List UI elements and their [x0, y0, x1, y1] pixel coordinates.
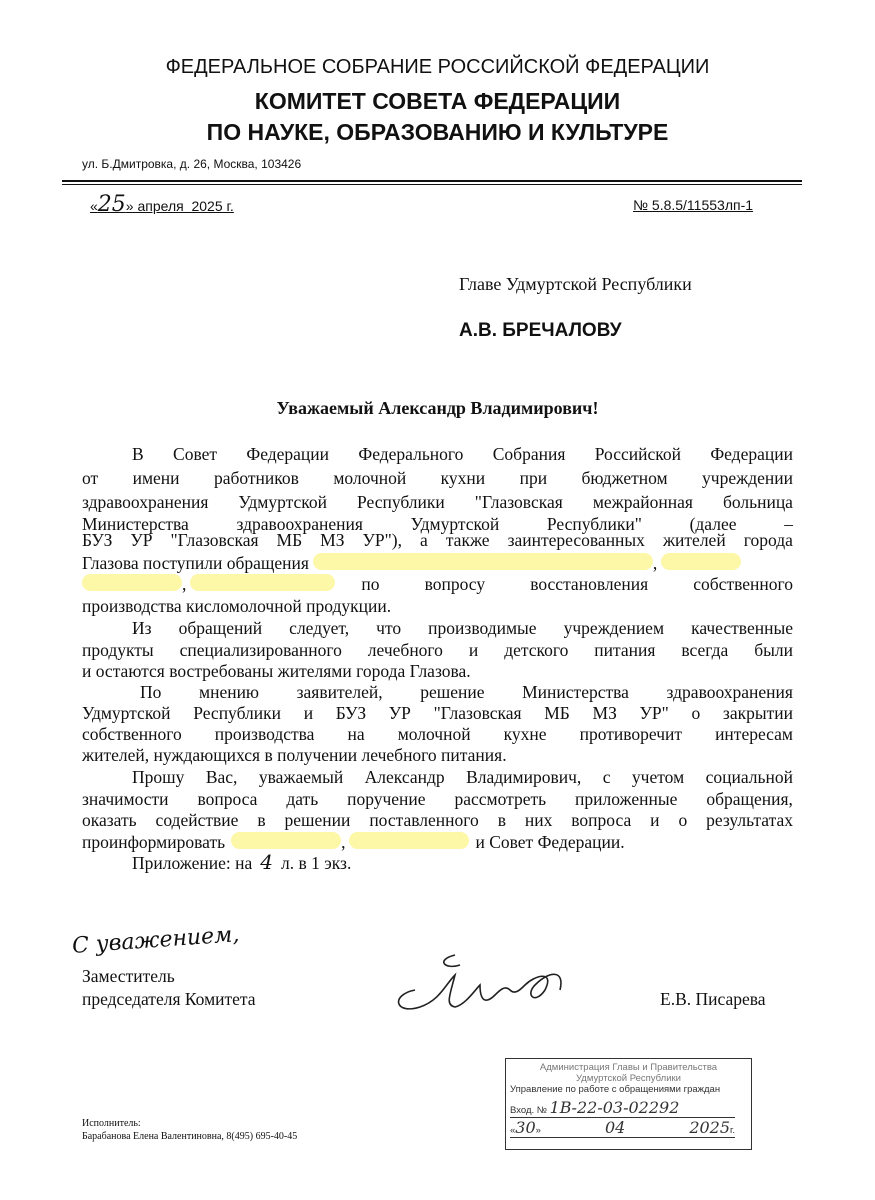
word: Удмуртской	[238, 492, 327, 512]
word: (далее	[689, 514, 737, 534]
word: УР	[130, 530, 153, 550]
word: Республики	[356, 492, 445, 512]
word: в	[257, 810, 266, 830]
word: Из	[132, 618, 152, 638]
word: интересам	[715, 724, 793, 744]
word: Российской	[594, 444, 681, 464]
body-line: , по вопросу восстановления собственного	[82, 574, 793, 594]
word: кухни	[440, 468, 486, 488]
body-line	[82, 789, 793, 809]
word: бюджетном	[581, 468, 668, 488]
body-text: Глазова поступили обращения	[82, 553, 309, 573]
word: УР	[388, 703, 411, 723]
registration-stamp	[505, 1058, 752, 1150]
word: уважаемый	[258, 767, 344, 787]
word: обращения,	[706, 789, 793, 809]
word: производимые	[428, 618, 537, 638]
header-line-3: ПО НАУКЕ, ОБРАЗОВАНИЮ И КУЛЬТУРЕ	[206, 119, 669, 145]
body-text: и Совет Федерации.	[475, 832, 625, 852]
word: противоречит	[579, 724, 683, 744]
word: БУЗ	[335, 703, 367, 723]
word: Удмуртской	[410, 514, 500, 534]
body-line: производства кисломолочной продукции.	[82, 596, 392, 616]
word: "Глазовская	[474, 492, 563, 512]
word: Федерации	[246, 444, 330, 464]
word: а	[420, 530, 428, 550]
stamp-line: Удмуртской Республики	[576, 1073, 681, 1084]
word: межрайонная	[592, 492, 693, 512]
handwritten-signature	[385, 945, 585, 1020]
redaction	[190, 574, 335, 591]
word: –	[784, 514, 793, 534]
word: больница	[722, 492, 793, 512]
word: решение	[420, 682, 485, 702]
word: рассмотреть	[454, 789, 547, 809]
word: на	[347, 724, 365, 744]
signer-name: Е.В. Писарева	[660, 989, 766, 1009]
word: учетом	[631, 767, 685, 787]
divider	[62, 184, 802, 185]
document-number: № 5.8.5/11553лп-1	[633, 197, 754, 213]
addressee-title: Главе Удмуртской Республики	[459, 274, 692, 294]
body-line	[132, 618, 793, 638]
word: о	[678, 810, 688, 830]
word: социальной	[705, 767, 793, 787]
body-line	[82, 530, 793, 550]
word: По	[140, 682, 162, 702]
addressee-name: А.В. БРЕЧАЛОВУ	[459, 320, 622, 341]
body-line: и остаются востребованы жителями города Глазова.	[82, 661, 471, 681]
word: решении	[284, 810, 351, 830]
word: здравоохранения	[236, 514, 363, 534]
word: Республики"	[546, 514, 642, 534]
date-rest: апреля 2025 г.	[137, 198, 234, 214]
word: города	[743, 530, 793, 550]
body-line	[82, 703, 793, 723]
attachment-label: Приложение: на	[132, 853, 253, 873]
signature-closing: С уважением,	[71, 922, 241, 959]
redaction	[349, 832, 469, 849]
word: оказать	[82, 810, 137, 830]
word: УР"	[639, 703, 669, 723]
body-line	[82, 468, 793, 488]
word: вопроса	[571, 810, 632, 830]
word: УР"),	[362, 530, 402, 550]
stamp-line: Управление по работе с обращениями граждан	[510, 1084, 721, 1095]
header-line-2: КОМИТЕТ СОВЕТА ФЕДЕРАЦИИ	[254, 88, 621, 114]
word: них	[524, 810, 553, 830]
word: "Глазовская	[433, 703, 522, 723]
signer-position: председателя Комитета	[82, 989, 256, 1009]
body-line: проинформировать , и Совет Федерации.	[82, 832, 625, 852]
word: и	[650, 810, 660, 830]
word: детского	[504, 640, 569, 660]
word: Министерства	[82, 514, 189, 534]
word: здравоохранения	[666, 682, 793, 702]
word: качественные	[691, 618, 793, 638]
body-line	[82, 810, 793, 830]
body-line: Глазова поступили обращения ,	[82, 553, 793, 573]
word: В	[132, 444, 144, 464]
date-day: 25	[97, 192, 126, 217]
word: также	[445, 530, 490, 550]
word: следует,	[289, 618, 350, 638]
word: в	[497, 810, 506, 830]
word: Удмуртской	[82, 703, 171, 723]
word: результатах	[706, 810, 793, 830]
body-line	[82, 492, 793, 512]
word: "Глазовская	[170, 530, 259, 550]
word: молочной	[397, 724, 471, 744]
word: специализированного	[179, 640, 342, 660]
word: Республики	[193, 703, 282, 723]
body-line	[140, 682, 793, 702]
body-line: жителей, нуждающихся в получении лечебного питания.	[82, 745, 507, 765]
redaction	[82, 574, 182, 591]
word: БУЗ	[82, 530, 113, 550]
word: при	[519, 468, 548, 488]
word: с	[602, 767, 611, 787]
word: Федерального	[358, 444, 464, 464]
signer-position: Заместитель	[82, 966, 175, 986]
word: Вас,	[205, 767, 238, 787]
word: вопроса	[197, 789, 258, 809]
word: обращений	[178, 618, 263, 638]
salutation: Уважаемый Александр Владимирович!	[276, 398, 599, 418]
divider	[62, 180, 802, 182]
word: значимости	[82, 789, 169, 809]
word: что	[376, 618, 402, 638]
body-line	[82, 724, 793, 744]
body-text: по вопросу восстановления собственного	[361, 574, 793, 594]
stamp-in-number: Вход. № 1В-22-03-02292	[510, 1098, 735, 1118]
word: продукты	[82, 640, 154, 660]
word: Прошу	[132, 767, 185, 787]
word: работников	[213, 468, 299, 488]
word: МБ	[276, 530, 303, 550]
word: Министерства	[522, 682, 629, 702]
word: заявителей,	[296, 682, 383, 702]
word: Федерации	[710, 444, 793, 464]
word: Владимирович,	[466, 767, 582, 787]
word: собственного	[82, 724, 182, 744]
word: и	[303, 703, 314, 723]
word: всегда	[681, 640, 729, 660]
stamp-date: «30» 04 2025г.	[510, 1118, 735, 1137]
body-line	[82, 640, 793, 660]
word: лечебного	[367, 640, 443, 660]
word: приложенные	[575, 789, 678, 809]
word: были	[754, 640, 793, 660]
word: кухне	[503, 724, 547, 744]
address: ул. Б.Дмитровка, д. 26, Москва, 103426	[82, 157, 302, 171]
body-line	[132, 444, 793, 464]
redaction	[313, 553, 653, 570]
redaction	[231, 832, 341, 849]
header-line-1: ФЕДЕРАЛЬНОЕ СОБРАНИЕ РОССИЙСКОЙ ФЕДЕРАЦИИ	[165, 56, 710, 78]
word: Собрания	[492, 444, 566, 464]
word: от	[82, 468, 99, 488]
word: Совет	[173, 444, 218, 464]
word: заинтересованных	[507, 530, 645, 550]
word: Александр	[364, 767, 445, 787]
word: поручение	[347, 789, 426, 809]
attachment-line	[132, 850, 843, 874]
executor-contact: Барабанова Елена Валентиновна, 8(495) 695-40-45	[82, 1131, 298, 1142]
redaction	[661, 553, 741, 570]
word: здравоохранения	[82, 492, 209, 512]
word: о	[691, 703, 701, 723]
word: МЗ	[592, 703, 617, 723]
body-line	[132, 767, 793, 787]
attachment-copies: л. в 1 экз.	[281, 853, 352, 873]
stamp-line: Администрация Главы и Правительства	[539, 1062, 718, 1073]
word: жителей	[662, 530, 726, 550]
word: дать	[286, 789, 319, 809]
word: закрытии	[722, 703, 793, 723]
word: имени	[132, 468, 180, 488]
word: МБ	[544, 703, 570, 723]
word: молочной	[333, 468, 407, 488]
word: питания	[594, 640, 656, 660]
date: «25» апреля 2025 г.	[90, 192, 234, 217]
attachment-pages: 4	[260, 850, 274, 874]
word: производства	[214, 724, 315, 744]
word: учреждением	[563, 618, 665, 638]
word: содействие	[155, 810, 239, 830]
word: мнению	[199, 682, 260, 702]
body-text: проинформировать	[82, 832, 226, 852]
word: МЗ	[320, 530, 345, 550]
word: учреждении	[702, 468, 793, 488]
word: и	[468, 640, 479, 660]
executor-label: Исполнитель:	[82, 1118, 141, 1129]
word: поставленного	[369, 810, 479, 830]
